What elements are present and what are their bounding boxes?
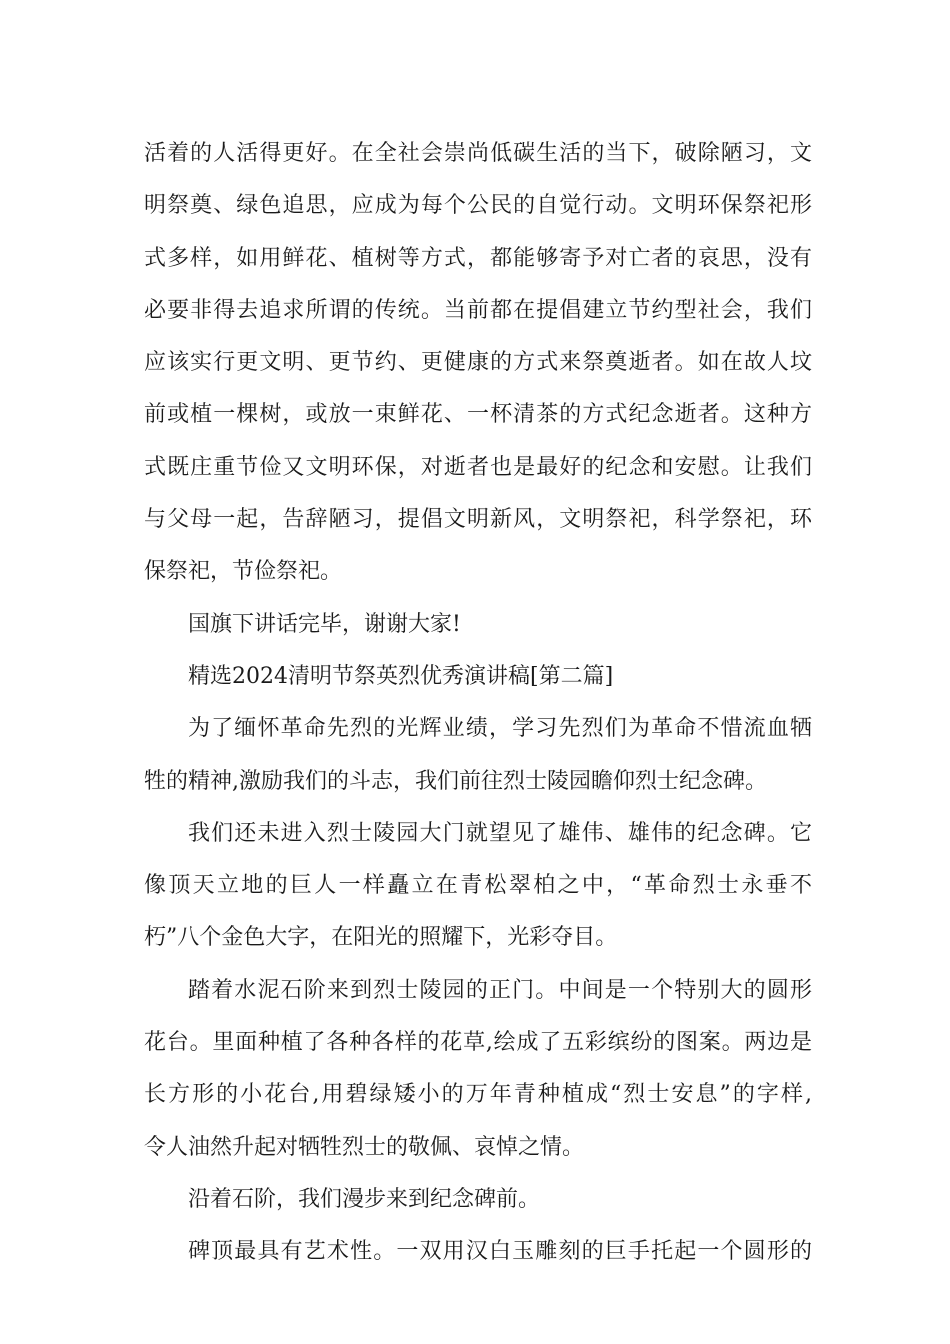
section-heading	[144, 651, 812, 703]
text-line: 牲的精神,激励我们的斗志，我们前往烈士陵园瞻仰烈士纪念碑。	[144, 768, 767, 794]
text-line: 踏着水泥石阶来到烈士陵园的正门。中间是一个特别大的圆形	[188, 977, 812, 1003]
text-line: 国旗下讲话完毕，谢谢大家!	[188, 611, 461, 637]
paragraph-4	[144, 703, 812, 808]
text-line: 应该实行更文明、更节约、更健康的方式来祭奠逝者。如在故人坟	[144, 350, 812, 376]
text-line: 朽”八个金色大字，在阳光的照耀下，光彩夺目。	[144, 925, 618, 951]
text-line: 与父母一起，告辞陋习，提倡文明新风，文明祭祀，科学祭祀，环	[144, 507, 812, 533]
text-line: 式既庄重节俭又文明环保，对逝者也是最好的纪念和安慰。让我们	[144, 454, 812, 480]
text-line: 前或植一棵树，或放一束鲜花、一杯清茶的方式纪念逝者。这种方	[144, 402, 812, 428]
text-line: 我们还未进入烈士陵园大门就望见了雄伟、雄伟的纪念碑。它	[188, 820, 812, 846]
paragraph-7	[144, 1174, 812, 1226]
text-line: 长方形的小花台,用碧绿矮小的万年青种植成“烈士安息”的字样,	[144, 1082, 812, 1108]
text-line: 活着的人活得更好。在全社会崇尚低碳生活的当下，破除陋习，文	[144, 141, 812, 166]
document-body	[144, 128, 812, 1279]
text-line: 明祭奠、绿色追思，应成为每个公民的自觉行动。文明环保祭祀形	[144, 193, 812, 219]
text-line: 保祭祀，节俭祭祀。	[144, 559, 343, 585]
text-line: 必要非得去追求所谓的传统。当前都在提倡建立节约型社会，我们	[144, 297, 812, 323]
paragraph-1	[144, 128, 812, 599]
text-line: 式多样，如用鲜花、植树等方式，都能够寄予对亡者的哀思，没有	[144, 245, 812, 271]
text-line: 精选2024清明节祭英烈优秀演讲稿[第二篇]	[188, 663, 614, 689]
paragraph-5	[144, 808, 812, 965]
paragraph-6	[144, 965, 812, 1174]
paragraph-8	[144, 1226, 812, 1278]
text-line: 碑顶最具有艺术性。一双用汉白玉雕刻的巨手托起一个圆形的	[188, 1239, 812, 1265]
text-line: 沿着石阶，我们漫步来到纪念碑前。	[188, 1186, 541, 1212]
text-line: 为了缅怀革命先烈的光辉业绩，学习先烈们为革命不惜流血牺	[188, 716, 812, 742]
text-line: 花台。里面种植了各种各样的花草,绘成了五彩缤纷的图案。两边是	[144, 1030, 812, 1056]
text-line: 像顶天立地的巨人一样矗立在青松翠柏之中，“革命烈士永垂不	[144, 873, 812, 899]
paragraph-2	[144, 599, 812, 651]
text-line: 令人油然升起对牺牲烈士的敬佩、哀悼之情。	[144, 1134, 585, 1160]
